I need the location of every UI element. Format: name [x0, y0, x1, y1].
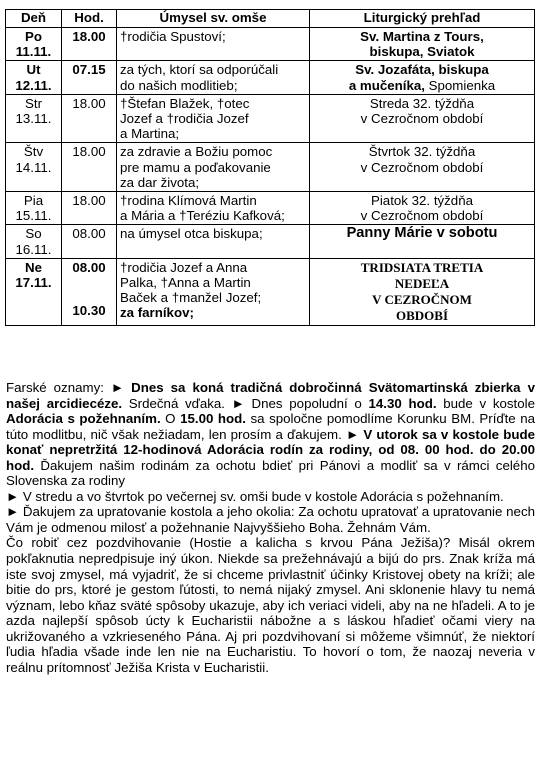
intention-line: do našich modlitieb;	[120, 77, 238, 93]
notice-text: Farské oznamy: ►	[6, 380, 132, 395]
liturgy-line: Panny Márie v sobotu	[346, 225, 498, 242]
liturgy-line	[313, 78, 531, 93]
liturgy-line: Piatok 32. týždňa	[370, 193, 473, 209]
hour-line: 10.30	[72, 303, 106, 319]
table-row	[6, 143, 535, 192]
day-line: 15.11.	[15, 208, 52, 224]
intention-line: a Mária a †Teréziu Kafková;	[120, 208, 285, 224]
liturgy-line: v Cezročnom období	[360, 111, 484, 127]
day-line: 11.11.	[15, 44, 52, 60]
day-line: Str	[25, 95, 42, 111]
intention-line: a Martina;	[120, 126, 180, 142]
day-cell	[6, 61, 62, 94]
intention-line: †Štefan Blažek, †otec	[120, 95, 250, 111]
header-intention: Úmysel sv. omše	[117, 10, 310, 28]
liturgy-line: Sv. Martina z Tours,	[360, 29, 484, 44]
notice-elevation-reflection: Čo robiť cez pozdvihovanie (Hostie a kalicha s krvou Pána Ježiša)? Misál okrem pokľaknutia nepredpisuje iný úkon. Niekde sa prežehnávajú a bijú do prs. Znak kríža má iste svoj zmysel, má vyjadriť, že si chceme privlastniť účinky Kristovej obety na kríži; ale bitie do prs, ktoré je gestom ľútosti, to nemá nijaký zmysel. Ani sklonenie hlavy tu nemá význam, lebo kňaz sväté spôsoby ukazuje, aby ich veriaci videli, aby na ne hľadeli. A to je azda najlepší spôsob úcty k Eucharistii nábožne a s láskou hľadieť očami viery na ukrižovaného a vzkrieseného Pána. Aj pri pozdvihovaní si môžeme všimnúť, že niektorí ľudia hľadia všade inde len nie na Eucharistiu. To hovorí o tom, že naozaj neveria v reálnu prítomnosť Ježiša Krista v Eucharistii.	[6, 535, 535, 675]
mass-schedule-table	[5, 9, 535, 326]
day-cell	[6, 94, 62, 143]
table-row	[6, 61, 535, 94]
liturgy-line: OBDOBÍ	[395, 307, 448, 323]
hour-line: 08.00	[72, 226, 106, 242]
notice-emphasis: Adorácia s požehnaním.	[6, 411, 161, 427]
hour-line: 08.00	[72, 259, 106, 275]
day-line: Po	[25, 29, 42, 44]
liturgy-line: Štvrtok 32. týždňa	[368, 144, 476, 160]
hour-line: 18.00	[72, 144, 106, 160]
intention-line: za tých, ktorí sa odporúčali	[120, 62, 279, 78]
intention-cell	[117, 28, 310, 61]
day-cell	[6, 225, 62, 258]
intention-cell	[117, 225, 310, 258]
intention-line: †rodičia Spustoví;	[120, 29, 226, 44]
day-line: 17.11.	[15, 275, 52, 291]
intention-cell	[117, 61, 310, 94]
day-line: So	[25, 226, 42, 242]
intention-line: za zdravie a Božiu pomoc	[120, 144, 273, 160]
header-hour: Hod.	[62, 10, 117, 28]
table-header-row	[6, 10, 535, 28]
intention-line: za farníkov;	[120, 305, 194, 321]
liturgy-cell	[310, 94, 535, 143]
table-row	[6, 225, 535, 258]
liturgy-line: V CEZROČNOM	[372, 291, 472, 307]
intention-line: †rodina Klímová Martin	[120, 193, 257, 209]
day-cell	[6, 258, 62, 325]
table-row	[6, 192, 535, 225]
intention-cell	[117, 143, 310, 192]
hour-cell	[62, 192, 117, 225]
hour-line: 18.00	[72, 95, 106, 111]
liturgy-line: TRIDSIATA TRETIA	[360, 259, 484, 275]
notice-adoration: ► V stredu a vo štvrtok po večernej sv. omši bude v kostole Adorácia s požehnaním.	[6, 488, 504, 504]
table-row	[6, 28, 535, 61]
liturgy-line: v Cezročnom období	[360, 208, 484, 224]
intention-line: na úmysel otca biskupa;	[120, 226, 263, 242]
day-cell	[6, 192, 62, 225]
liturgy-line: v Cezročnom období	[360, 159, 484, 175]
notice-text: Ďakujem našim rodinám za ochotu bdieť pri Pánovi a modliť sa v rámci celého Slovenska za rodiny	[6, 457, 535, 489]
liturgy-cell	[310, 28, 535, 61]
liturgy-cell	[310, 258, 535, 325]
notice-paragraph-main	[6, 380, 535, 489]
intention-line: za dar života;	[120, 174, 200, 190]
notice-text: sa spoločne pomodlíme Korunku BM. Príďte na túto modlitbu, nič však nežiadam, len prosím a ďakujem. ►	[6, 411, 536, 442]
day-cell	[6, 143, 62, 192]
notice-emphasis: V utorok sa v kostole bude konať nepretržitá 12-hodinová Adorácia rodín za rodiny, od 08. 00 hod. do 20.00 hod.	[6, 426, 535, 473]
table-row	[6, 258, 535, 325]
liturgy-line: biskupa, Sviatok	[369, 44, 475, 60]
notice-text: Srdečná vďaka. ► Dnes popoludní o	[122, 395, 369, 411]
intention-cell	[117, 94, 310, 143]
hour-cell	[62, 225, 117, 258]
hour-line: 07.15	[72, 62, 106, 78]
liturgy-cell	[310, 192, 535, 225]
day-line: Štv	[23, 144, 44, 160]
intention-line: Palka, †Anna a Martin	[120, 275, 251, 291]
liturgy-rank-part: a mučeníka,	[348, 77, 425, 93]
table-row	[6, 94, 535, 143]
intention-line: Jozef a †rodičia Jozef	[120, 111, 249, 127]
liturgy-line: NEDEĽA	[394, 275, 450, 291]
day-line: 16.11.	[15, 241, 52, 257]
liturgy-rank-part: Spomienka	[424, 77, 496, 93]
hour-line: 18.00	[72, 29, 106, 44]
hour-cell	[62, 94, 117, 143]
day-cell	[6, 28, 62, 61]
notice-emphasis: 14.30 hod.	[368, 395, 437, 411]
liturgy-cell	[310, 143, 535, 192]
liturgy-cell	[310, 225, 535, 258]
notice-emphasis: 15.00 hod.	[180, 411, 246, 427]
day-line: Ut	[26, 62, 41, 78]
day-line: 12.11.	[15, 77, 52, 93]
intention-cell	[117, 192, 310, 225]
liturgy-line: Streda 32. týždňa	[369, 95, 475, 111]
hour-cell	[62, 258, 117, 325]
intention-line: †rodičia Jozef a Anna	[120, 259, 248, 275]
intention-cell	[117, 258, 310, 325]
hour-line: 18.00	[72, 193, 106, 209]
intention-line: Baček a †manžel Jozef;	[120, 290, 262, 306]
day-line: 14.11.	[15, 159, 52, 175]
hour-cell	[62, 61, 117, 94]
header-day: Deň	[6, 10, 62, 28]
schedule-body	[6, 28, 535, 326]
day-line: 13.11.	[15, 111, 52, 127]
liturgy-cell	[310, 61, 535, 94]
notice-text: bude v kostole	[436, 395, 536, 411]
day-line: Pia	[23, 193, 44, 209]
intention-line: pre mamu a poďakovanie	[120, 159, 271, 175]
day-line: Ne	[25, 259, 42, 275]
liturgy-line: Sv. Jozafáta, biskupa	[355, 62, 489, 78]
parish-notices	[6, 380, 535, 675]
header-liturgy: Liturgický prehľad	[310, 10, 535, 28]
hour-cell	[62, 28, 117, 61]
hour-cell	[62, 143, 117, 192]
notice-emphasis: Dnes sa koná tradičná dobročinná Svätomartinská zbierka v našej arcidiecéze.	[6, 380, 535, 411]
notice-text: O	[160, 411, 181, 427]
notice-cleaning-thanks: ► Ďakujem za upratovanie kostola a jeho okolia: Za ochotu upratovať a upratovanie nech Vám je odmenou milosť a požehnanie Najvyššieho Boha. Žehnám Vám.	[6, 504, 535, 535]
